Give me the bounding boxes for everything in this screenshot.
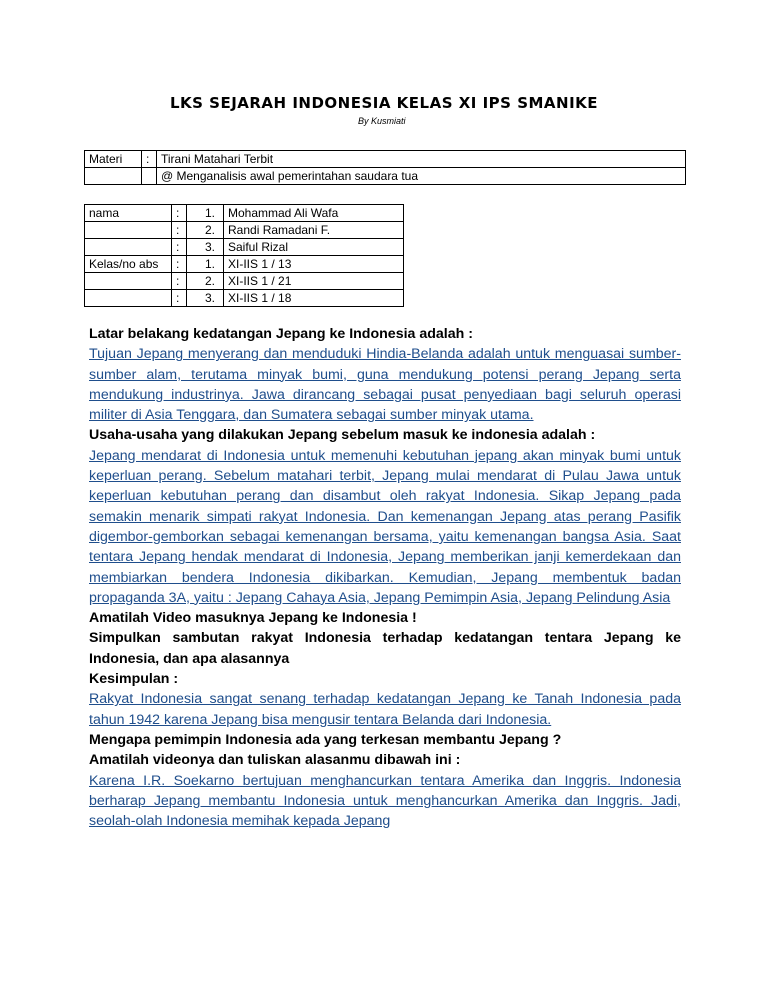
worksheet-body (89, 324, 681, 831)
student-name: Randi Ramadani F. (224, 222, 404, 239)
colon: : (172, 239, 187, 256)
materi-colon: : (142, 151, 157, 168)
empty-cell (142, 168, 157, 185)
class-row (85, 290, 404, 307)
materi-objective: @ Menganalisis awal pemerintahan saudara tua (157, 168, 686, 185)
colon: : (172, 256, 187, 273)
materi-row (85, 151, 686, 168)
empty-cell (85, 222, 172, 239)
answer-2: Jepang mendarat di Indonesia untuk memenuhi kebutuhan jepang akan minyak bumi untuk keperluan perang. Sebelum matahari terbit, Jepang mulai mendarat di Pulau Jawa untuk keperluan kebutuhan perang dan disambut oleh rakyat Indonesia. Sikap Jepang pada semakin menarik simpati rakyat Indonesia. Dan kemenangan Jepang atas perang Pasifik digembor-gemborkan sebagai kemenangan bersama, yaitu kemenangan bangsa Asia. Saat tentara Jepang hendak mendarat di Indonesia, Jepang memberikan janji kemerdekaan dan membiarkan bendera Indonesia dikibarkan. Kemudian, Jepang membentuk badan propaganda 3A, yaitu : Jepang Cahaya Asia, Jepang Pemimpin Asia, Jepang Pelindung Asia (89, 447, 681, 606)
materi-objective-row (85, 168, 686, 185)
byline: By Kusmiati (358, 116, 406, 126)
question-1: Latar belakang kedatangan Jepang ke Indonesia adalah : (89, 326, 473, 342)
page-title: LKS SEJARAH INDONESIA KELAS XI IPS SMANIKE (169, 94, 599, 112)
student-row (85, 239, 404, 256)
student-name: Saiful Rizal (224, 239, 404, 256)
materi-label: Materi (85, 151, 142, 168)
student-class: XI-IIS 1 / 21 (224, 273, 404, 290)
colon: : (172, 273, 187, 290)
nama-label: nama (85, 205, 172, 222)
colon: : (172, 205, 187, 222)
question-4: Mengapa pemimpin Indonesia ada yang terkesan membantu Jepang ? (89, 731, 562, 748)
empty-cell (85, 168, 142, 185)
answer-1: Tujuan Jepang menyerang dan menduduki Hindia-Belanda adalah untuk menguasai sumber-sumber alam, terutama minyak bumi, guna mendukung potensi perang Jepang serta mendukung industrinya. Jawa dirancang sebagai pusat penyediaan bagi seluruh operasi militer di Asia Tenggara, dan Sumatera sebagai sumber minyak utama. (89, 346, 681, 424)
student-row (85, 205, 404, 222)
answer-3: Rakyat Indonesia sangat senang terhadap kedatangan Jepang ke Tanah Indonesia pada tahun 1942 karena Jepang bisa mengusir tentara Belanda dari Indonesia. (89, 691, 681, 728)
question-2: Usaha-usaha yang dilakukan Jepang sebelum masuk ke indonesia adalah : (89, 427, 596, 444)
class-row (85, 256, 404, 273)
empty-cell (85, 273, 172, 290)
item-number: 2. (187, 222, 224, 239)
answer-4: Karena I.R. Soekarno bertujuan menghancurkan tentara Amerika dan Inggris. Indonesia berharap Jepang membantu Indonesia untuk menghancurkan Amerika dan Inggris. Jadi, seolah-olah Indonesia memihak kepada Jepang (89, 772, 681, 830)
student-row (85, 222, 404, 239)
item-number: 3. (187, 290, 224, 307)
materi-table (84, 150, 686, 185)
conclusion-label: Kesimpulan : (89, 671, 179, 688)
colon: : (172, 290, 187, 307)
colon: : (172, 222, 187, 239)
student-class: XI-IIS 1 / 18 (224, 290, 404, 307)
students-table (84, 204, 404, 307)
empty-cell (85, 239, 172, 256)
question-3: Simpulkan sambutan rakyat Indonesia terhadap kedatangan tentara Jepang ke Indonesia, dan apa alasannya (89, 630, 681, 667)
item-number: 3. (187, 239, 224, 256)
empty-cell (85, 290, 172, 307)
class-row (85, 273, 404, 290)
kelas-label: Kelas/no abs (85, 256, 172, 273)
materi-topic: Tirani Matahari Terbit (157, 151, 686, 168)
item-number: 2. (187, 273, 224, 290)
item-number: 1. (187, 256, 224, 273)
instruction-video: Amatilah Video masuknya Jepang ke Indonesia ! (89, 610, 417, 627)
student-name: Mohammad Ali Wafa (224, 205, 404, 222)
instruction-reason: Amatilah videonya dan tuliskan alasanmu dibawah ini : (89, 752, 461, 769)
item-number: 1. (187, 205, 224, 222)
student-class: XI-IIS 1 / 13 (224, 256, 404, 273)
